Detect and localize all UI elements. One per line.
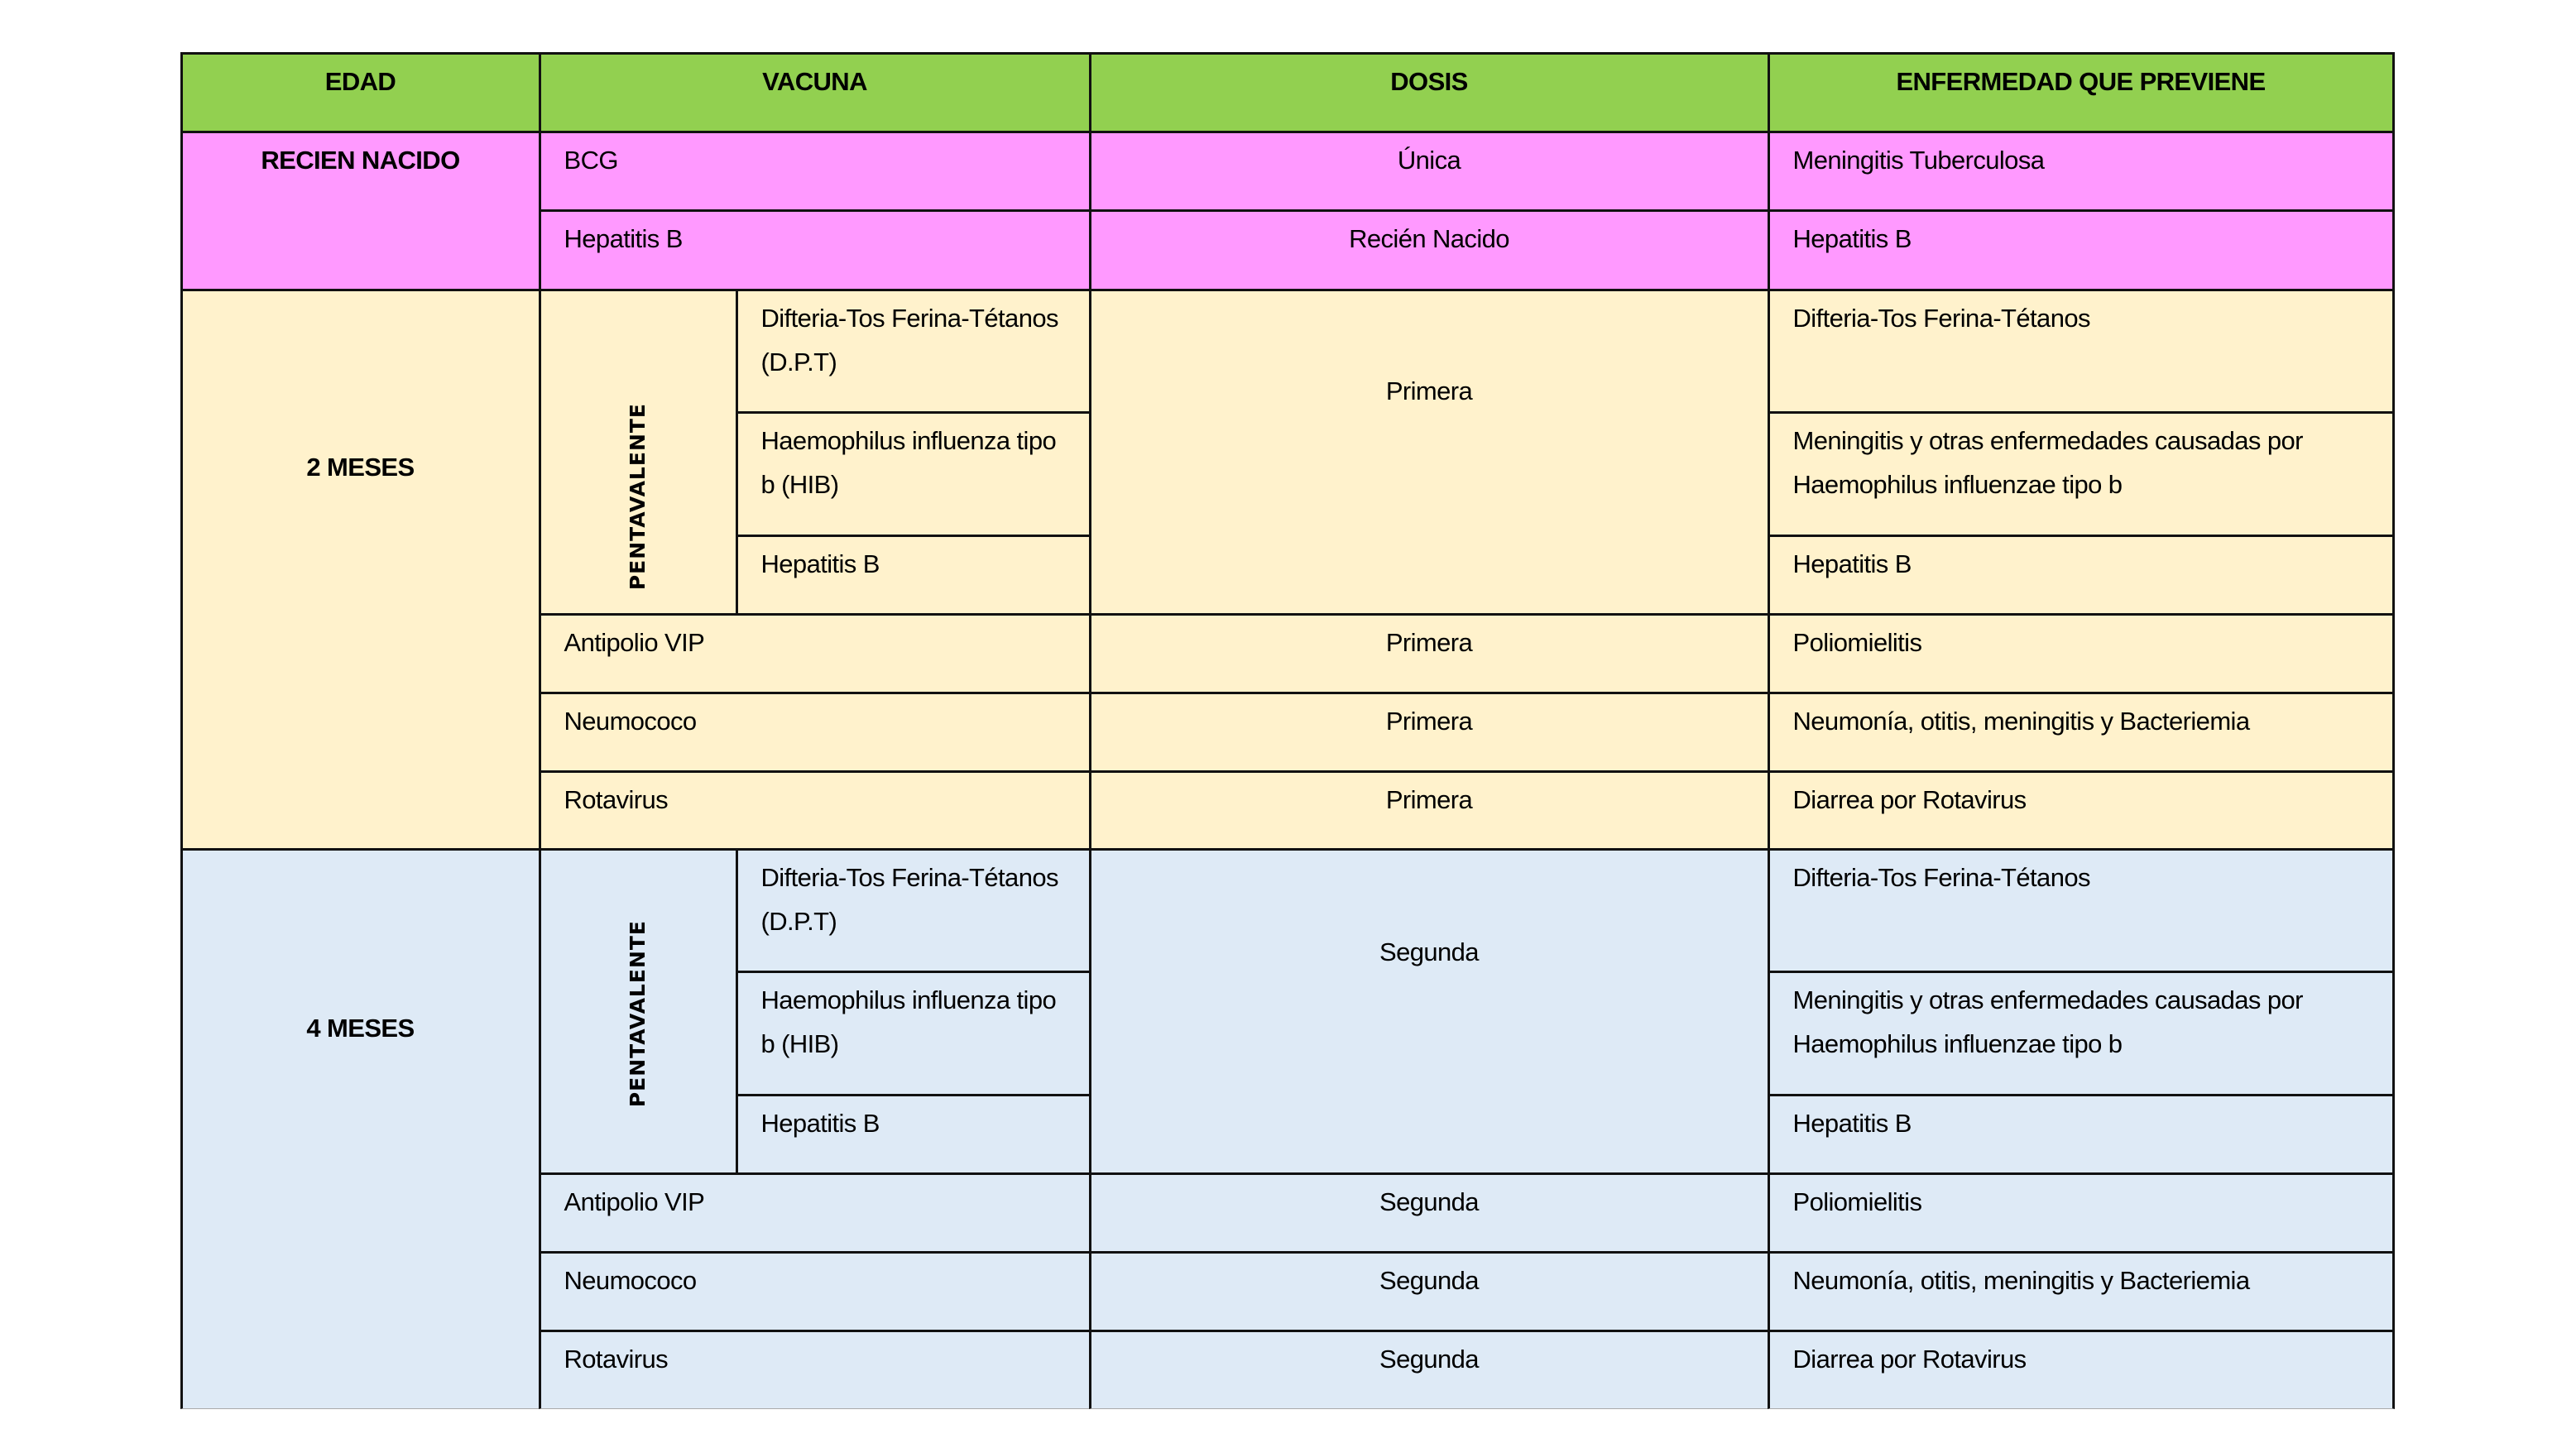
age-recien-nacido: RECIEN NACIDO bbox=[180, 131, 541, 291]
vaccine-hepatitis-b-4m: Hepatitis B bbox=[736, 1094, 1091, 1175]
group-pentavalente-4m bbox=[539, 848, 738, 1175]
dose-antipolio-4m: Segunda bbox=[1089, 1172, 1770, 1254]
header-enfermedad: ENFERMEDAD QUE PREVIENE bbox=[1768, 52, 2395, 133]
pentavalente-label: PENTAVALENTE bbox=[626, 919, 650, 1107]
disease-hib-2m: Meningitis y otras enfermedades causadas por Haemophilus influenzae tipo b bbox=[1768, 411, 2395, 537]
dose-rotavirus-2m: Primera bbox=[1089, 770, 1770, 851]
vaccine-hib-4m: Haemophilus influenza tipo b (HIB) bbox=[736, 971, 1091, 1096]
dose-neumococo-4m: Segunda bbox=[1089, 1251, 1770, 1332]
dose-neumococo-2m: Primera bbox=[1089, 692, 1770, 773]
disease-dpt-2m: Difteria-Tos Ferina-Tétanos bbox=[1768, 289, 2395, 414]
vaccine-antipolio-4m: Antipolio VIP bbox=[539, 1172, 1091, 1254]
pentavalente-label: PENTAVALENTE bbox=[626, 402, 650, 590]
vaccine-neumococo-4m: Neumococo bbox=[539, 1251, 1091, 1332]
vaccine-rotavirus-4m: Rotavirus bbox=[539, 1330, 1091, 1409]
vaccine-rotavirus-2m: Rotavirus bbox=[539, 770, 1091, 851]
disease-neumococo-2m: Neumonía, otitis, meningitis y Bacteriemia bbox=[1768, 692, 2395, 773]
disease-hepatitis-b-2m: Hepatitis B bbox=[1768, 535, 2395, 616]
dose-pentavalente-4m: Segunda bbox=[1089, 848, 1770, 1175]
disease-dpt-4m: Difteria-Tos Ferina-Tétanos bbox=[1768, 848, 2395, 973]
disease-rotavirus-2m: Diarrea por Rotavirus bbox=[1768, 770, 2395, 851]
disease-antipolio-4m: Poliomielitis bbox=[1768, 1172, 2395, 1254]
disease-hepatitis-b-rn: Hepatitis B bbox=[1768, 209, 2395, 291]
vaccine-bcg: BCG bbox=[539, 131, 1091, 212]
dose-antipolio-2m: Primera bbox=[1089, 613, 1770, 694]
disease-rotavirus-4m: Diarrea por Rotavirus bbox=[1768, 1330, 2395, 1409]
header-edad: EDAD bbox=[180, 52, 541, 133]
header-vacuna: VACUNA bbox=[539, 52, 1091, 133]
dose-bcg: Única bbox=[1089, 131, 1770, 212]
dose-rotavirus-4m: Segunda bbox=[1089, 1330, 1770, 1409]
header-dosis: DOSIS bbox=[1089, 52, 1770, 133]
age-4-meses: 4 MESES bbox=[180, 848, 541, 1409]
disease-hepatitis-b-4m: Hepatitis B bbox=[1768, 1094, 2395, 1175]
vaccine-antipolio-2m: Antipolio VIP bbox=[539, 613, 1091, 694]
disease-antipolio-2m: Poliomielitis bbox=[1768, 613, 2395, 694]
group-pentavalente-2m bbox=[539, 289, 738, 616]
vaccine-dpt-4m: Difteria-Tos Ferina-Tétanos (D.P.T) bbox=[736, 848, 1091, 973]
disease-neumococo-4m: Neumonía, otitis, meningitis y Bacteriemia bbox=[1768, 1251, 2395, 1332]
disease-hib-4m: Meningitis y otras enfermedades causadas por Haemophilus influenzae tipo b bbox=[1768, 971, 2395, 1096]
vaccine-hepatitis-b-rn: Hepatitis B bbox=[539, 209, 1091, 291]
vaccine-hib-2m: Haemophilus influenza tipo b (HIB) bbox=[736, 411, 1091, 537]
vaccine-dpt-2m: Difteria-Tos Ferina-Tétanos (D.P.T) bbox=[736, 289, 1091, 414]
disease-bcg: Meningitis Tuberculosa bbox=[1768, 131, 2395, 212]
dose-pentavalente-2m: Primera bbox=[1089, 289, 1770, 616]
dose-hepatitis-b-rn: Recién Nacido bbox=[1089, 209, 1770, 291]
age-2-meses: 2 MESES bbox=[180, 289, 541, 851]
vaccine-hepatitis-b-2m: Hepatitis B bbox=[736, 535, 1091, 616]
vaccine-neumococo-2m: Neumococo bbox=[539, 692, 1091, 773]
